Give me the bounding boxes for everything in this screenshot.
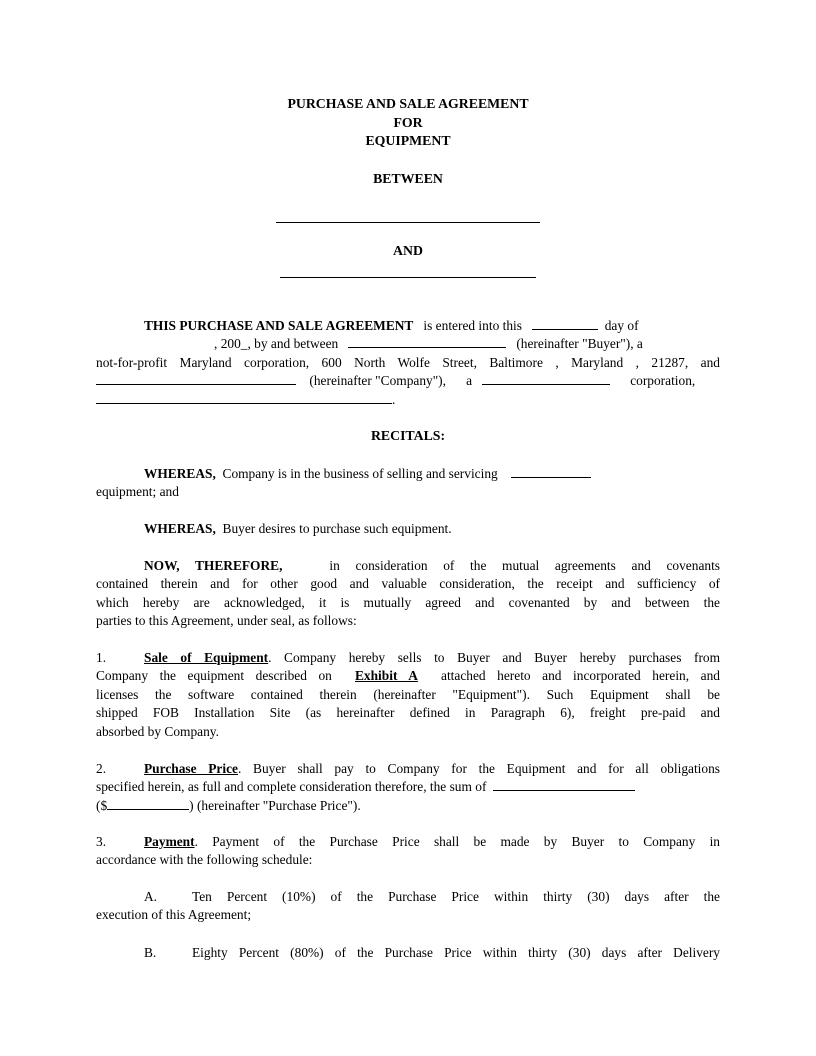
intro-period: . (392, 391, 396, 407)
section-2-line-1: . Buyer shall pay to Company for the Equipment and for all obligations (238, 761, 721, 776)
now-therefore-line-3: which hereby are acknowledged, it is mutually agreed and covenanted by and between the (96, 594, 720, 610)
whereas-2-text: Buyer desires to purchase such equipment. (222, 521, 452, 536)
between-label: BETWEEN (373, 171, 443, 186)
section-1-heading: Sale of Equipment (144, 650, 269, 665)
company-blank (96, 372, 296, 385)
recitals-heading: RECITALS: (370, 428, 446, 443)
intro-paragraph (96, 317, 720, 409)
whereas-2-paragraph (96, 520, 720, 538)
title-line-2: FOR (393, 115, 423, 130)
whereas-1-lead: WHEREAS, (144, 466, 216, 481)
section-2-heading: Purchase Price (144, 761, 238, 776)
now-therefore-paragraph (96, 557, 720, 631)
section-1-line-4: shipped FOB Installation Site (as hereinafter defined in Paragraph 6), freight pre-paid and (96, 705, 720, 721)
item-b-label: B. (144, 945, 157, 960)
item-a-label: A. (144, 889, 158, 904)
whereas-1-text: Company is in the business of selling and servicing (222, 466, 498, 481)
now-therefore-line-1: in consideration of the mutual agreements and covenants (329, 558, 721, 573)
intro-text-1: is entered into this (423, 318, 522, 333)
section-2-dollar: ($ (96, 797, 108, 813)
section-3-heading: Payment (144, 834, 195, 849)
state-blank (482, 372, 610, 385)
intro-text-4b: a (466, 373, 473, 389)
party-one-blank (276, 222, 540, 223)
section-3-line-2: accordance with the following schedule: (96, 852, 313, 868)
item-b-line-1: Eighty Percent (80%) of the Purchase Price within thirty (30) days after Delivery (192, 945, 720, 960)
exhibit-a-reference: Exhibit A (354, 668, 418, 684)
section-3-number: 3. (96, 834, 107, 849)
purchase-sum-blank (493, 778, 635, 791)
address-blank (96, 391, 392, 404)
intro-line-3: not-for-profit Maryland corporation, 600 North Wolfe Street, Baltimore , Maryland , 21287, and (96, 354, 720, 370)
day-blank (532, 317, 598, 330)
whereas-1-paragraph (96, 465, 720, 502)
intro-text-2a: , 200_, by and between (214, 336, 339, 352)
now-therefore-lead: NOW, THEREFORE, (144, 558, 283, 573)
item-a-paragraph (96, 888, 720, 925)
now-therefore-line-4: parties to this Agreement, under seal, as follows: (96, 613, 357, 629)
now-therefore-line-2: contained therein and for other good and valuable consideration, the receipt and sufficiency of (96, 576, 720, 592)
item-b-paragraph (96, 944, 720, 962)
title-line-3: EQUIPMENT (365, 133, 451, 148)
intro-day-of: day of (604, 318, 639, 333)
buyer-blank (348, 335, 506, 348)
section-2-line-3: ) (hereinafter "Purchase Price"). (189, 797, 361, 813)
section-3-paragraph (96, 833, 720, 870)
intro-text-4a: (hereinafter "Company"), (309, 373, 446, 389)
whereas-2-lead: WHEREAS, (144, 521, 216, 536)
section-2-number: 2. (96, 761, 107, 776)
item-a-line-1: Ten Percent (10%) of the Purchase Price within thirty (30) days after the (192, 889, 720, 904)
section-1-line-2b: attached hereto and incorporated herein, and (441, 668, 720, 684)
section-1-line-2a: Company the equipment described on (96, 668, 332, 684)
section-1-line-5: absorbed by Company. (96, 723, 219, 739)
intro-text-2b: (hereinafter "Buyer"), a (516, 336, 643, 352)
section-1-paragraph (96, 649, 720, 741)
purchase-amount-blank (107, 797, 189, 810)
intro-lead: THIS PURCHASE AND SALE AGREEMENT (144, 318, 414, 333)
section-2-paragraph (96, 760, 720, 815)
section-1-line-1: . Company hereby sells to Buyer and Buyer hereby purchases from (268, 650, 721, 665)
section-3-line-1: . Payment of the Purchase Price shall be made by Buyer to Company in (194, 834, 720, 849)
section-1-number: 1. (96, 650, 107, 665)
item-a-line-2: execution of this Agreement; (96, 907, 252, 923)
intro-text-4c: corporation, (630, 373, 696, 389)
section-2-line-2: specified herein, as full and complete consideration therefore, the sum of (96, 779, 487, 795)
whereas-1-line-2: equipment; and (96, 484, 179, 500)
title-line-1: PURCHASE AND SALE AGREEMENT (287, 96, 529, 111)
and-label: AND (393, 243, 423, 258)
business-blank (511, 465, 591, 478)
section-1-line-3: licenses the software contained therein (hereinafter "Equipment"). Such Equipment shall be (96, 686, 720, 702)
party-two-blank (280, 277, 536, 278)
